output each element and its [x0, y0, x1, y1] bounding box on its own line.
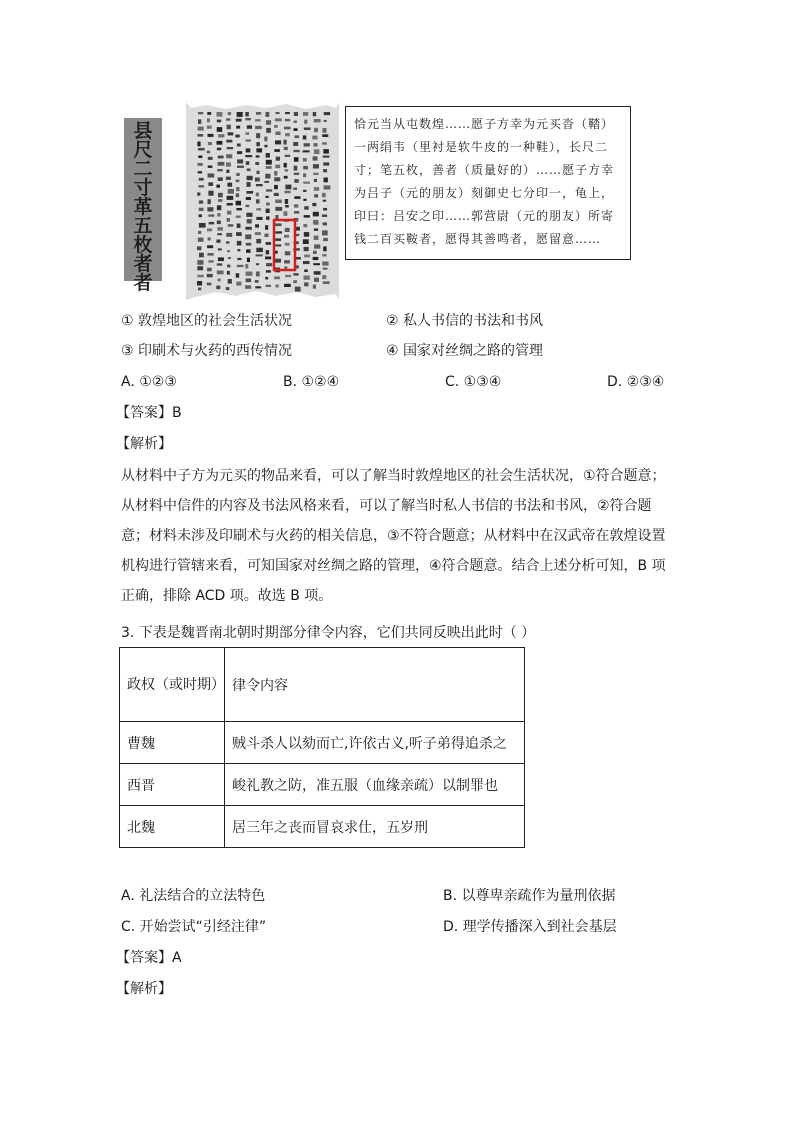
- law-table: [119, 647, 525, 848]
- table-cell: 居三年之丧而冒哀求仕，五岁刑: [225, 806, 525, 848]
- q3-stem: 3. 下表是魏晋南北朝时期部分律令内容，它们共同反映出此时（ ）: [121, 625, 536, 641]
- strip-char: 五: [133, 215, 153, 237]
- strip-char: 者: [133, 253, 153, 275]
- q2-item-4: ④ 国家对丝绸之路的管理: [386, 343, 544, 359]
- strip-char: 二: [133, 158, 153, 180]
- strip-char: 者: [133, 272, 153, 294]
- q3-choice-a: A. 礼法结合的立法特色: [121, 888, 266, 904]
- strip-char: 县: [133, 120, 153, 142]
- q2-analysis-label: 【解析】: [116, 436, 172, 452]
- strip-char: 寸: [133, 177, 153, 199]
- strip-char: 尺: [133, 139, 153, 161]
- analysis-line: 从材料中信件的内容及书法风格来看，可以了解当时私人书信的书法和书风，②符合题: [121, 498, 652, 514]
- q2-item-1: ① 敦煌地区的社会生活状况: [121, 313, 293, 329]
- table-row: [120, 722, 525, 764]
- q2-choice-b: B. ①②④: [283, 374, 340, 390]
- q2-choice-d: D. ②③④: [607, 374, 665, 390]
- table-header-cell: 政权（或时期）: [120, 648, 225, 722]
- q3-choice-c: C. 开始尝试“引经注律”: [121, 919, 267, 935]
- table-header-cell: 律令内容: [225, 648, 525, 722]
- analysis-line: 正确，排除 ACD 项。故选 B 项。: [121, 588, 333, 604]
- q2-item-2: ② 私人书信的书法和书风: [386, 313, 544, 329]
- q3-choice-b: B. 以尊卑亲疏作为量刑依据: [443, 888, 616, 904]
- q2-choice-a: A. ①②③: [121, 374, 177, 390]
- q3-analysis-label: 【解析】: [116, 981, 172, 997]
- table-row: [120, 764, 525, 806]
- table-row: [120, 806, 525, 848]
- q2-answer: 【答案】B: [116, 405, 182, 421]
- analysis-line: 从材料中子方为元买的物品来看，可以了解当时敦煌地区的社会生活状况，①符合题意；: [121, 468, 666, 484]
- analysis-line: 机构进行管辖来看，可知国家对丝绸之路的管理，④符合题意。结合上述分析可知，B 项: [121, 558, 666, 574]
- strip-char: 革: [133, 196, 153, 218]
- bamboo-slip-closeup-image: [124, 118, 162, 294]
- table-cell: 峻礼教之防，准五服（血缘亲疏）以制罪也: [225, 764, 525, 806]
- q3-answer: 【答案】A: [116, 950, 182, 966]
- silk-letter-manuscript-image: [186, 102, 339, 300]
- q3-choice-d: D. 理学传播深入到社会基层: [443, 919, 617, 935]
- analysis-line: 意；材料未涉及印刷术与火药的相关信息，③不符合题意；从材料中在汉武帝在敦煌设置: [121, 528, 666, 544]
- table-cell: 西晋: [120, 764, 225, 806]
- table-cell: 北魏: [120, 806, 225, 848]
- table-cell: 贼斗杀人以劾而亡,许依古义,听子弟得追杀之: [225, 722, 525, 764]
- q2-analysis: [121, 461, 669, 611]
- strip-char: 枚: [133, 234, 153, 256]
- material-text: 恰元当从屯数煌……愿子方幸为元买沓（鞜）一两绢韦（里衬是软牛皮的一种鞋），长尺二寸；笔五枚，善者（质量好的）……愿子方幸为吕子（元的朋友）刻御史七分印一，龟上，印曰：吕安之印……郭营尉（元的朋友）所寄钱二百买鞍者，愿得其善鸣者，愿留意……: [354, 117, 615, 246]
- q2-choice-c: C. ①③④: [445, 374, 502, 390]
- table-cell: 曹魏: [120, 722, 225, 764]
- table-header-row: [120, 648, 525, 722]
- q2-item-3: ③ 印刷术与火药的西传情况: [121, 343, 293, 359]
- material-text-box: [345, 106, 631, 260]
